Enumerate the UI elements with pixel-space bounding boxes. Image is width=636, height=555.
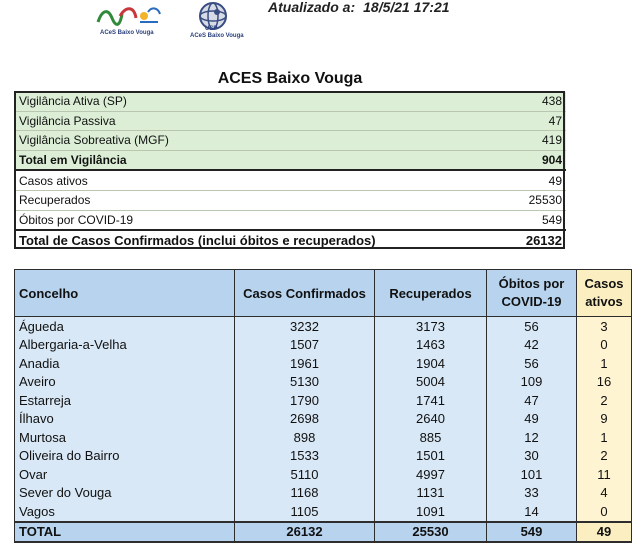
summary-row bbox=[15, 190, 566, 210]
cell-active: 1 bbox=[577, 428, 632, 447]
cell-concelho: Sever do Vouga bbox=[15, 484, 235, 503]
summary-label: Casos ativos bbox=[15, 170, 506, 190]
summary-row bbox=[15, 170, 566, 190]
table-row bbox=[15, 354, 632, 373]
column-header-concelho: Concelho bbox=[15, 270, 235, 317]
surveillance-summary-table bbox=[15, 92, 566, 250]
cell-concelho: Anadia bbox=[15, 354, 235, 373]
cell-recovered: 1091 bbox=[375, 502, 487, 522]
cell-active: 0 bbox=[577, 336, 632, 355]
summary-row bbox=[15, 131, 566, 151]
table-row bbox=[15, 447, 632, 466]
summary-value: 49 bbox=[506, 170, 566, 190]
total-value: 25530 bbox=[375, 522, 487, 542]
page-title: ACES Baixo Vouga bbox=[217, 70, 363, 87]
municipality-table bbox=[14, 269, 632, 543]
summary-row bbox=[15, 111, 566, 131]
cell-confirmed: 1533 bbox=[235, 447, 375, 466]
summary-label: Vigilância Ativa (SP) bbox=[15, 92, 506, 111]
updated-value: 18/5/21 17:21 bbox=[363, 0, 450, 15]
cell-active: 2 bbox=[577, 447, 632, 466]
summary-row-total-confirmed bbox=[15, 230, 566, 250]
table-row bbox=[15, 336, 632, 355]
cell-recovered: 1501 bbox=[375, 447, 487, 466]
cell-concelho: Estarreja bbox=[15, 391, 235, 410]
summary-label: Recuperados bbox=[15, 190, 506, 210]
table-row bbox=[15, 484, 632, 503]
cell-concelho: Murtosa bbox=[15, 428, 235, 447]
cell-recovered: 4997 bbox=[375, 465, 487, 484]
cell-recovered: 1131 bbox=[375, 484, 487, 503]
cell-concelho: Albergaria-a-Velha bbox=[15, 336, 235, 355]
updated-timestamp bbox=[268, 0, 450, 15]
cell-active: 4 bbox=[577, 484, 632, 503]
summary-value: 438 bbox=[506, 92, 566, 111]
table-total-row bbox=[15, 522, 632, 542]
total-value: 549 bbox=[487, 522, 577, 542]
cell-active: 2 bbox=[577, 391, 632, 410]
cell-recovered: 885 bbox=[375, 428, 487, 447]
cell-confirmed: 1105 bbox=[235, 502, 375, 522]
column-header-deaths: Óbitos por COVID-19 bbox=[487, 270, 577, 317]
summary-label: Vigilância Passiva bbox=[15, 111, 506, 131]
cell-active: 3 bbox=[577, 317, 632, 336]
cell-recovered: 1741 bbox=[375, 391, 487, 410]
logo-left-caption: ACeS Baixo Vouga bbox=[100, 30, 154, 36]
summary-row-total-surveillance bbox=[15, 150, 566, 170]
cell-recovered: 2640 bbox=[375, 410, 487, 429]
total-value: 26132 bbox=[235, 522, 375, 542]
column-header-recovered: Recuperados bbox=[375, 270, 487, 317]
table-body bbox=[15, 317, 632, 542]
cell-active: 0 bbox=[577, 502, 632, 522]
cell-concelho: Vagos bbox=[15, 502, 235, 522]
summary-value: 419 bbox=[506, 131, 566, 151]
table-row bbox=[15, 373, 632, 392]
cell-active: 11 bbox=[577, 465, 632, 484]
logo-right-caption-bottom: ACeS Baixo Vouga bbox=[190, 33, 244, 39]
table-row bbox=[15, 465, 632, 484]
cell-confirmed: 5110 bbox=[235, 465, 375, 484]
cell-deaths: 56 bbox=[487, 354, 577, 373]
cell-confirmed: 1168 bbox=[235, 484, 375, 503]
table-header-row bbox=[15, 270, 632, 317]
summary-label: Total de Casos Confirmados (inclui óbitos e recuperados) bbox=[15, 230, 506, 250]
table-row bbox=[15, 391, 632, 410]
total-label: TOTAL bbox=[15, 522, 235, 542]
summary-label: Vigilância Sobreativa (MGF) bbox=[15, 131, 506, 151]
cell-deaths: 49 bbox=[487, 410, 577, 429]
logo-right-caption-top: USP bbox=[205, 26, 218, 32]
summary-value: 25530 bbox=[506, 190, 566, 210]
cell-concelho: Águeda bbox=[15, 317, 235, 336]
cell-deaths: 12 bbox=[487, 428, 577, 447]
cell-concelho: Oliveira do Bairro bbox=[15, 447, 235, 466]
cell-confirmed: 3232 bbox=[235, 317, 375, 336]
table-row bbox=[15, 428, 632, 447]
updated-label: Atualizado a: bbox=[268, 0, 356, 15]
summary-value: 549 bbox=[506, 210, 566, 230]
cell-recovered: 1904 bbox=[375, 354, 487, 373]
cell-confirmed: 1507 bbox=[235, 336, 375, 355]
cell-confirmed: 2698 bbox=[235, 410, 375, 429]
cell-concelho: Ovar bbox=[15, 465, 235, 484]
summary-value: 47 bbox=[506, 111, 566, 131]
header bbox=[0, 0, 636, 44]
summary-row bbox=[15, 210, 566, 230]
cell-active: 16 bbox=[577, 373, 632, 392]
summary-row bbox=[15, 92, 566, 111]
table-row bbox=[15, 317, 632, 336]
summary-value: 26132 bbox=[506, 230, 566, 250]
cell-confirmed: 1790 bbox=[235, 391, 375, 410]
cell-recovered: 5004 bbox=[375, 373, 487, 392]
cell-concelho: Aveiro bbox=[15, 373, 235, 392]
summary-label: Total em Vigilância bbox=[15, 150, 506, 170]
summary-label: Óbitos por COVID-19 bbox=[15, 210, 506, 230]
table-row bbox=[15, 502, 632, 522]
table-row bbox=[15, 410, 632, 429]
cell-deaths: 33 bbox=[487, 484, 577, 503]
cell-recovered: 1463 bbox=[375, 336, 487, 355]
cell-deaths: 30 bbox=[487, 447, 577, 466]
total-value: 49 bbox=[577, 522, 632, 542]
summary-value: 904 bbox=[506, 150, 566, 170]
cell-deaths: 56 bbox=[487, 317, 577, 336]
cell-deaths: 14 bbox=[487, 502, 577, 522]
cell-confirmed: 1961 bbox=[235, 354, 375, 373]
cell-deaths: 47 bbox=[487, 391, 577, 410]
column-header-active: Casos ativos bbox=[577, 270, 632, 317]
cell-deaths: 42 bbox=[487, 336, 577, 355]
cell-concelho: Ílhavo bbox=[15, 410, 235, 429]
column-header-confirmed: Casos Confirmados bbox=[235, 270, 375, 317]
cell-deaths: 101 bbox=[487, 465, 577, 484]
cell-active: 1 bbox=[577, 354, 632, 373]
cell-confirmed: 5130 bbox=[235, 373, 375, 392]
cell-recovered: 3173 bbox=[375, 317, 487, 336]
cell-active: 9 bbox=[577, 410, 632, 429]
cell-confirmed: 898 bbox=[235, 428, 375, 447]
cell-deaths: 109 bbox=[487, 373, 577, 392]
